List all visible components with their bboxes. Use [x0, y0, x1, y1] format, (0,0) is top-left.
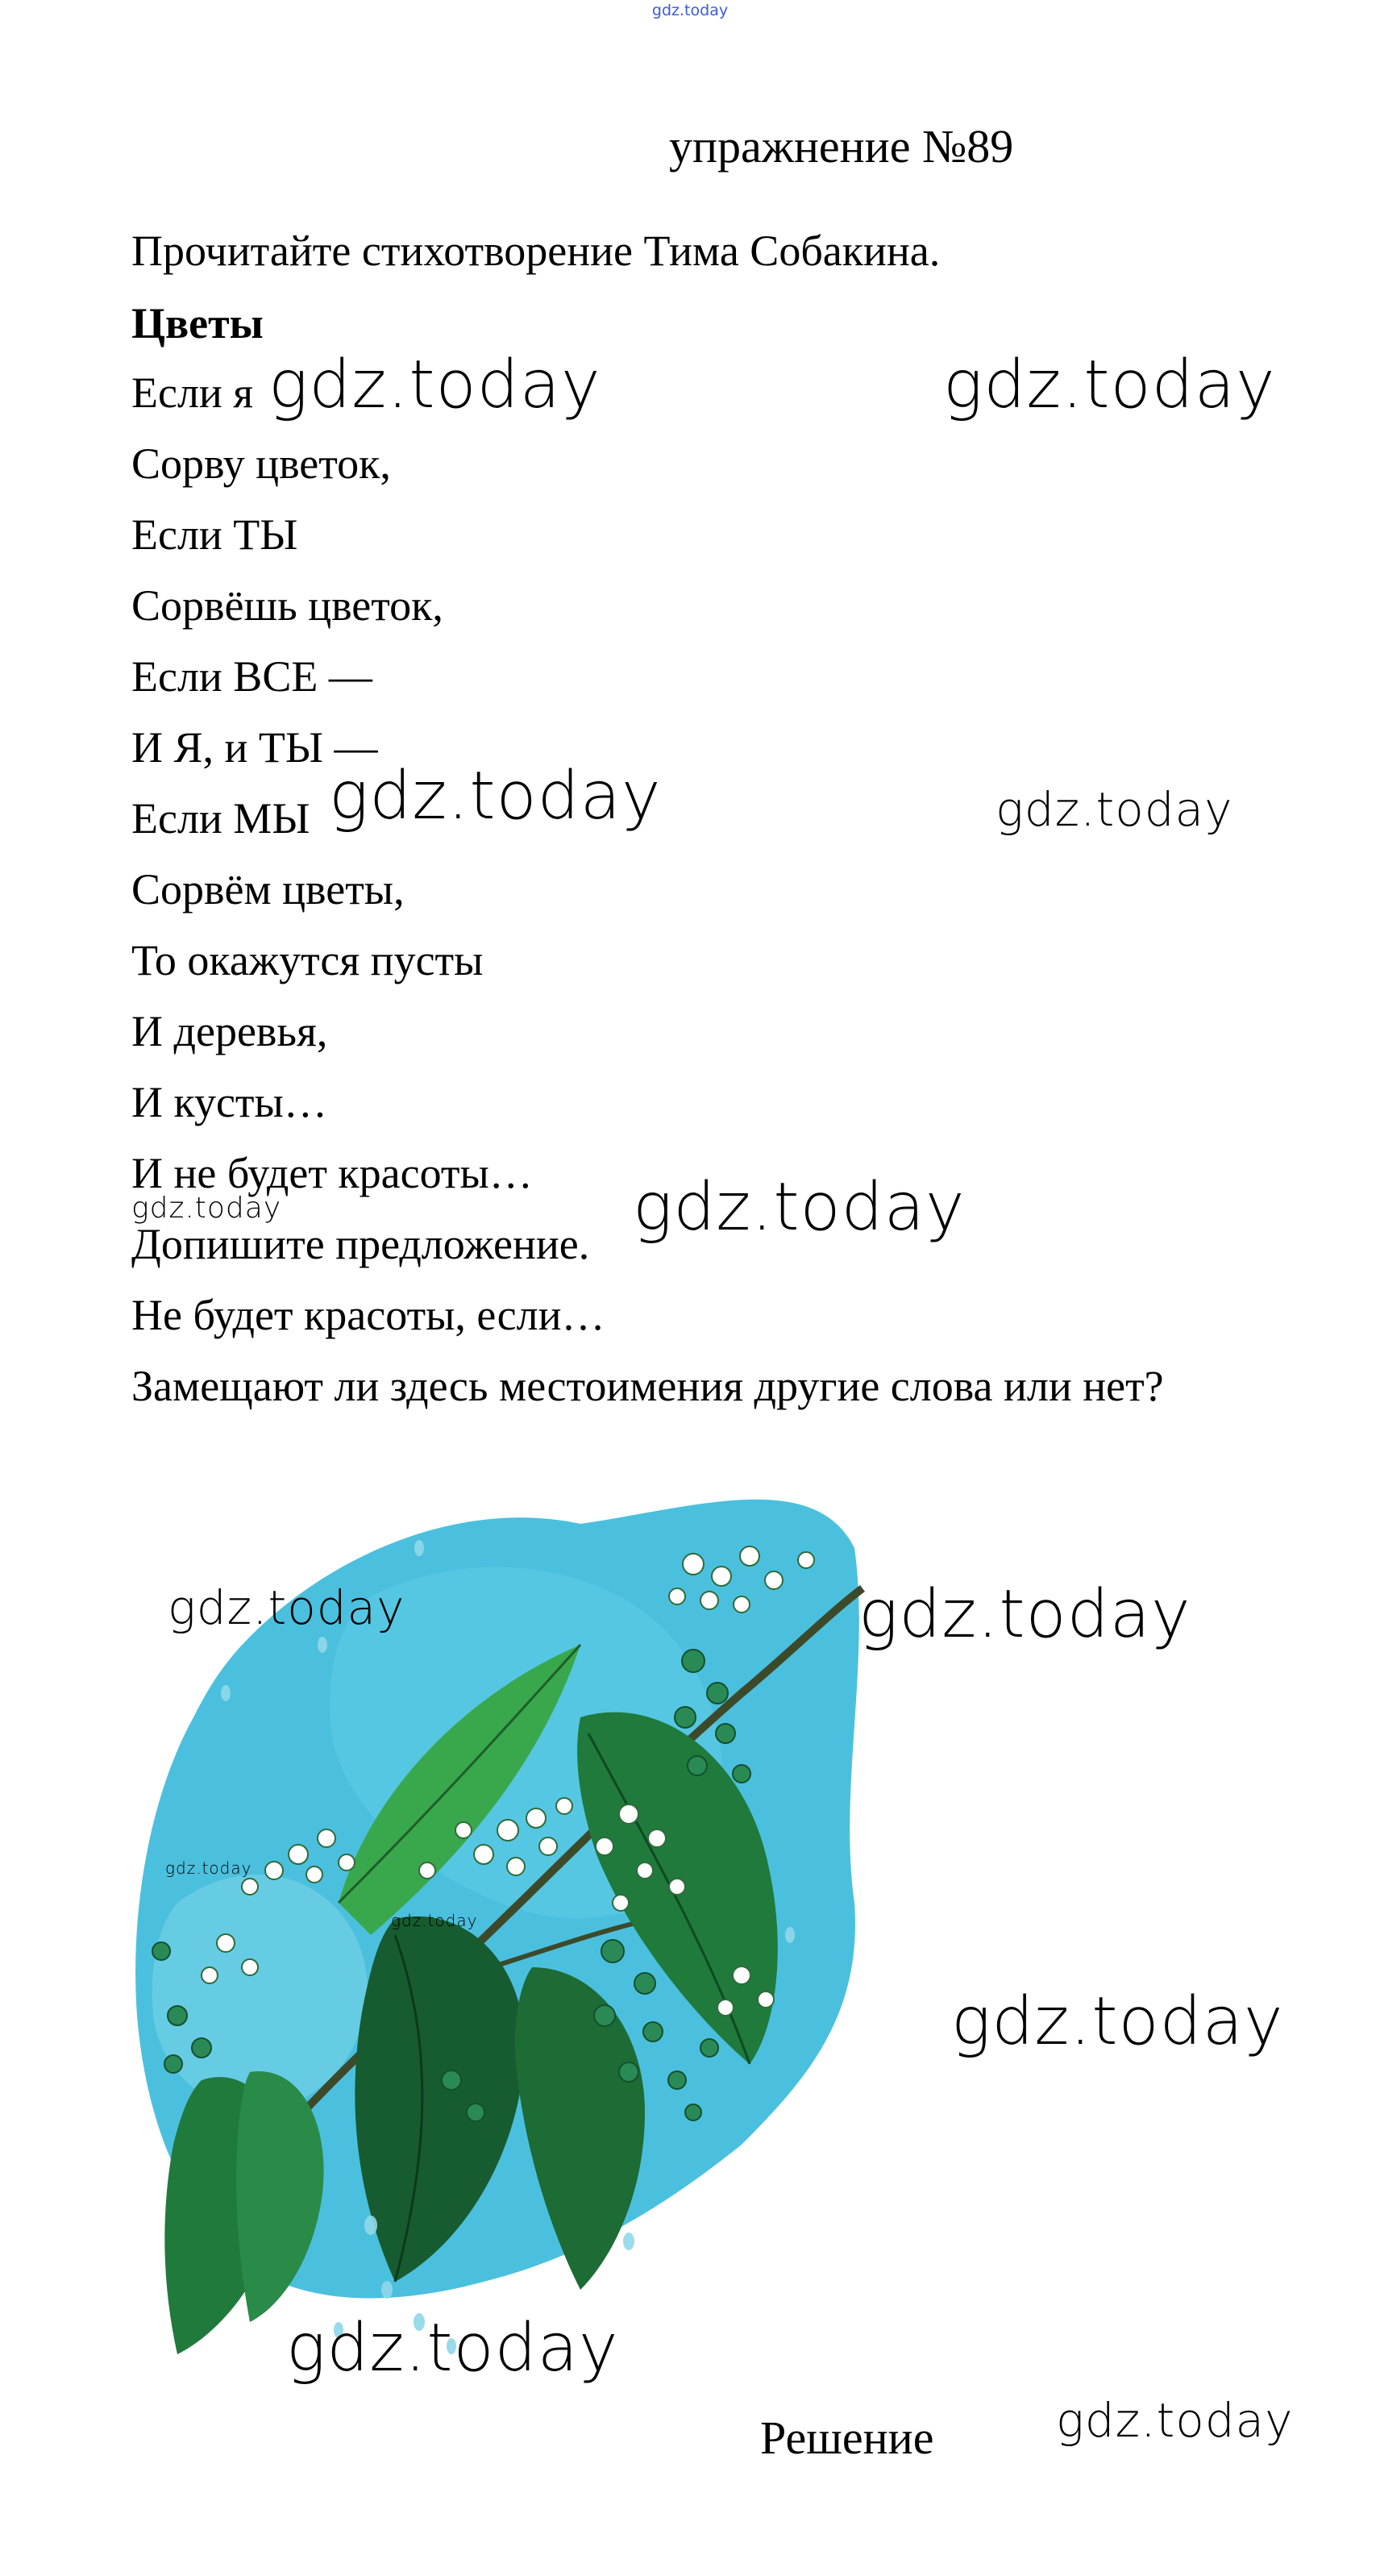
- watermark: gdz.today: [286, 2310, 619, 2387]
- watermark: gdz.today: [391, 1911, 478, 1930]
- task-instruction: Допишите предложение.: [131, 1220, 590, 1268]
- watermark: gdz.today: [943, 347, 1276, 423]
- watermark: gdz.today: [131, 1192, 282, 1225]
- watermark: gdz.today: [165, 1858, 252, 1878]
- exercise-title: упражнение №89: [669, 120, 1014, 173]
- task-question: Замещают ли здесь местоимения другие слова или нет?: [131, 1362, 1164, 1410]
- intro-text: Прочитайте стихотворение Тима Собакина.: [131, 227, 941, 275]
- solution-link[interactable]: Решение: [760, 2412, 934, 2464]
- watermark: gdz.today: [996, 782, 1233, 837]
- poem-title: Цветы: [131, 299, 264, 347]
- watermark: gdz.today: [633, 1169, 966, 1246]
- poem-line: И деревья,: [131, 1007, 328, 1055]
- watermark: gdz.today: [168, 1580, 405, 1635]
- poem-line: То окажутся пусты: [131, 936, 484, 984]
- poem-line: Если ТЫ: [131, 510, 298, 559]
- poem-line: И кусты…: [131, 1078, 327, 1126]
- watermark: gdz.today: [858, 1576, 1191, 1653]
- poem-line: Сорвём цветы,: [131, 865, 405, 913]
- poem-line: Если я: [131, 368, 254, 417]
- task-sentence: Не будет красоты, если…: [131, 1291, 605, 1339]
- poem-line: Если ВСЕ —: [131, 652, 372, 701]
- watermark: gdz.today: [1056, 2393, 1294, 2448]
- watermark: gdz.today: [329, 758, 662, 834]
- poem-line: Если МЫ: [131, 794, 310, 843]
- site-link[interactable]: gdz.today: [651, 2, 729, 19]
- poem-line: И не будет красоты…: [131, 1149, 533, 1197]
- watermark: gdz.today: [951, 1983, 1284, 2060]
- poem-line: И Я, и ТЫ —: [131, 723, 378, 772]
- watermark: gdz.today: [268, 347, 601, 423]
- poem-line: Сорву цветок,: [131, 439, 391, 488]
- poem-line: Сорвёшь цветок,: [131, 581, 443, 630]
